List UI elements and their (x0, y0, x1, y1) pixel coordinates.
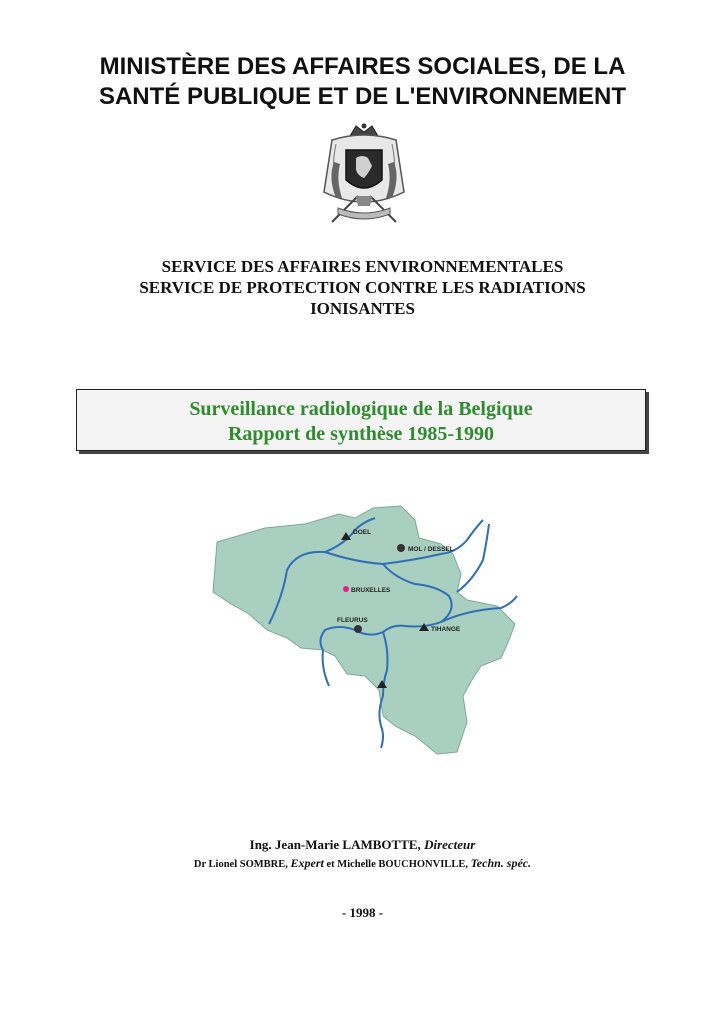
ministry-line-2: SANTÉ PUBLIQUE ET DE L'ENVIRONNEMENT (98, 83, 627, 110)
doel-label: DOEL (353, 529, 372, 536)
belgium-land (213, 506, 515, 754)
publication-year: - 1998 - (341, 905, 384, 920)
tihange-label: TIHANGE (431, 626, 461, 633)
fleurus-marker-icon (354, 625, 362, 633)
ministry-line-1: MINISTÈRE DES AFFAIRES SOCIALES, DE LA (99, 53, 626, 80)
director-line (0, 836, 725, 854)
tech-role: Techn. spéc. (470, 856, 532, 870)
tech-name: Michelle BOUCHONVILLE, (337, 859, 468, 870)
conjunction: et (326, 859, 335, 870)
expert-role: Expert (290, 856, 324, 870)
ministry-title (0, 52, 725, 112)
mol-dessel-marker-icon (397, 544, 405, 552)
staff-line (0, 854, 725, 874)
authors-block (0, 836, 725, 874)
service-line-2: SERVICE DE PROTECTION CONTRE LES RADIATIONS (139, 278, 586, 297)
service-line-3: IONISANTES (310, 299, 415, 318)
service-line-1: SERVICE DES AFFAIRES ENVIRONNEMENTALES (161, 257, 564, 276)
fleurus-label: FLEURUS (337, 617, 368, 624)
bruxelles-label: BRUXELLES (351, 587, 391, 594)
director-name: Ing. Jean-Marie LAMBOTTE, (249, 837, 421, 852)
report-title-line-2: Rapport de synthèse 1985-1990 (227, 423, 495, 445)
director-role: Directeur (424, 837, 476, 852)
coat-of-arms-icon (312, 122, 416, 234)
report-title-box (76, 389, 646, 451)
mol-dessel-label: MOL / DESSEL (408, 546, 454, 553)
report-title-line-1: Surveillance radiologique de la Belgique (189, 398, 533, 420)
bruxelles-marker-icon (343, 586, 349, 592)
services-heading (0, 256, 725, 319)
belgium-map (205, 500, 525, 760)
expert-name: Dr Lionel SOMBRE, (193, 859, 288, 870)
